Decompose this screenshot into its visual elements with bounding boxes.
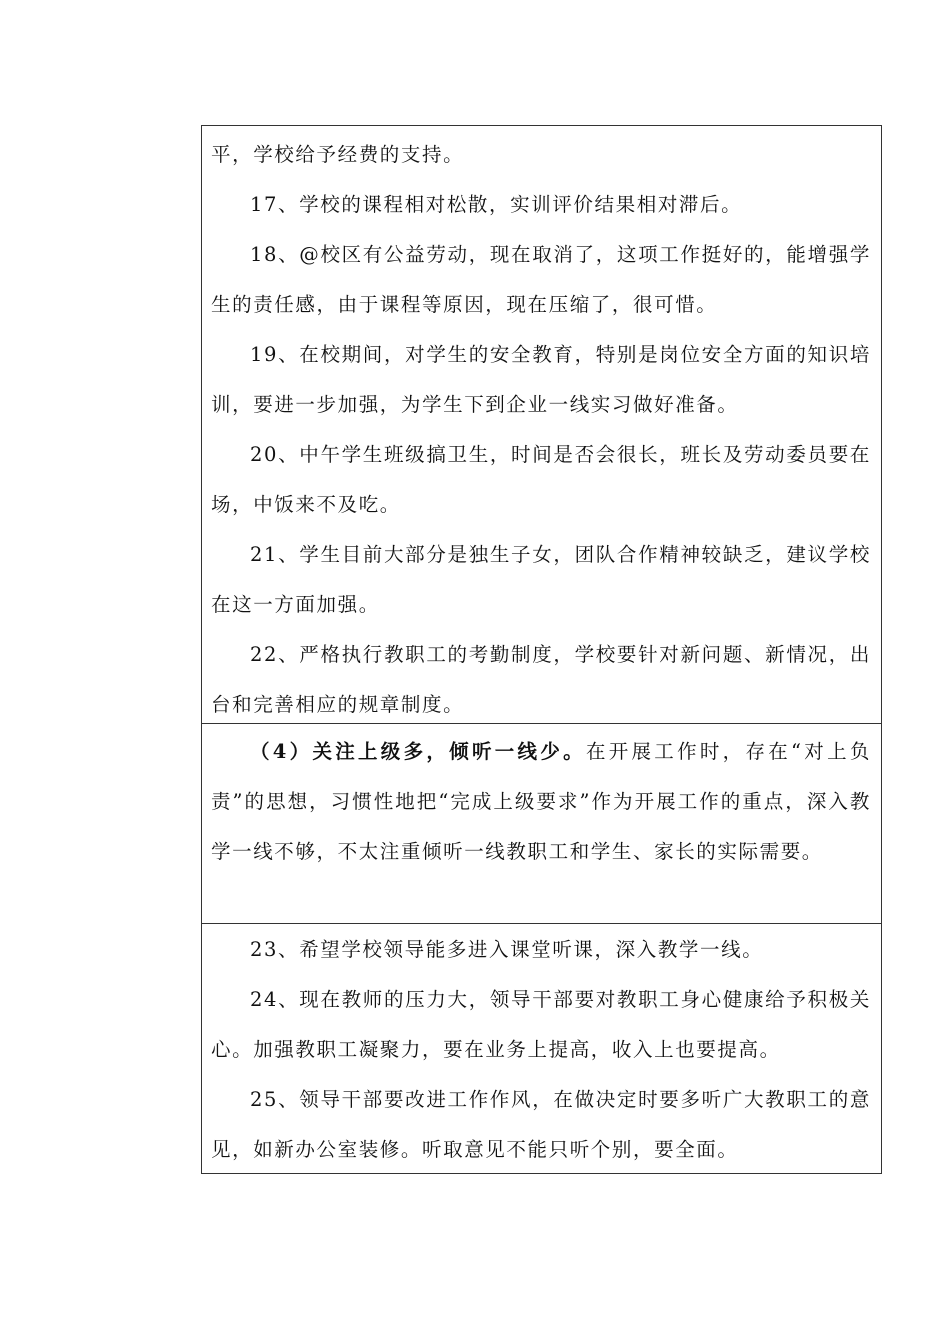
issue-heading: （4）关注上级多，倾听一线少。 bbox=[250, 740, 586, 763]
paragraph-item-20: 20、中午学生班级搞卫生，时间是否会很长，班长及劳动委员要在场，中饭来不及吃。 bbox=[211, 443, 871, 516]
table-cell-suggestions-23-25 bbox=[202, 923, 881, 1173]
paragraph-item-19: 19、在校期间，对学生的安全教育，特别是岗位安全方面的知识培训，要进一步加强，为学生下到企业一线实习做好准备。 bbox=[211, 343, 871, 416]
table-cell-suggestions-16-22 bbox=[202, 126, 881, 723]
paragraph-item-21: 21、学生目前大部分是独生子女，团队合作精神较缺乏，建议学校在这一方面加强。 bbox=[211, 543, 871, 616]
paragraph-item-22: 22、严格执行教职工的考勤制度，学校要针对新问题、新情况，出台和完善相应的规章制度。 bbox=[211, 643, 871, 716]
paragraph-item-18: 18、@校区有公益劳动，现在取消了，这项工作挺好的，能增强学生的责任感，由于课程等原因，现在压缩了，很可惜。 bbox=[211, 243, 871, 316]
table-cell-issue-4 bbox=[202, 723, 881, 923]
paragraph-item-17: 17、学校的课程相对松散，实训评价结果相对滞后。 bbox=[250, 193, 743, 216]
paragraph-item-24: 24、现在教师的压力大，领导干部要对教职工身心健康给予积极关心。加强教职工凝聚力，要在业务上提高，收入上也要提高。 bbox=[211, 988, 871, 1061]
paragraph-continuation: 平，学校给予经费的支持。 bbox=[211, 143, 465, 166]
document-table bbox=[201, 125, 882, 1174]
issue-body: 在开展工作时，存在“对上负责”的思想，习惯性地把“完成上级要求”作为开展工作的重点，深入教学一线不够，不太注重倾听一线教职工和学生、家长的实际需要。 bbox=[211, 740, 871, 863]
paragraph-item-25: 25、领导干部要改进工作作风，在做决定时要多听广大教职工的意见，如新办公室装修。听取意见不能只听个别，要全面。 bbox=[211, 1088, 871, 1161]
issue-paragraph bbox=[211, 727, 871, 877]
paragraph-item-23: 23、希望学校领导能多进入课堂听课，深入教学一线。 bbox=[250, 938, 764, 961]
